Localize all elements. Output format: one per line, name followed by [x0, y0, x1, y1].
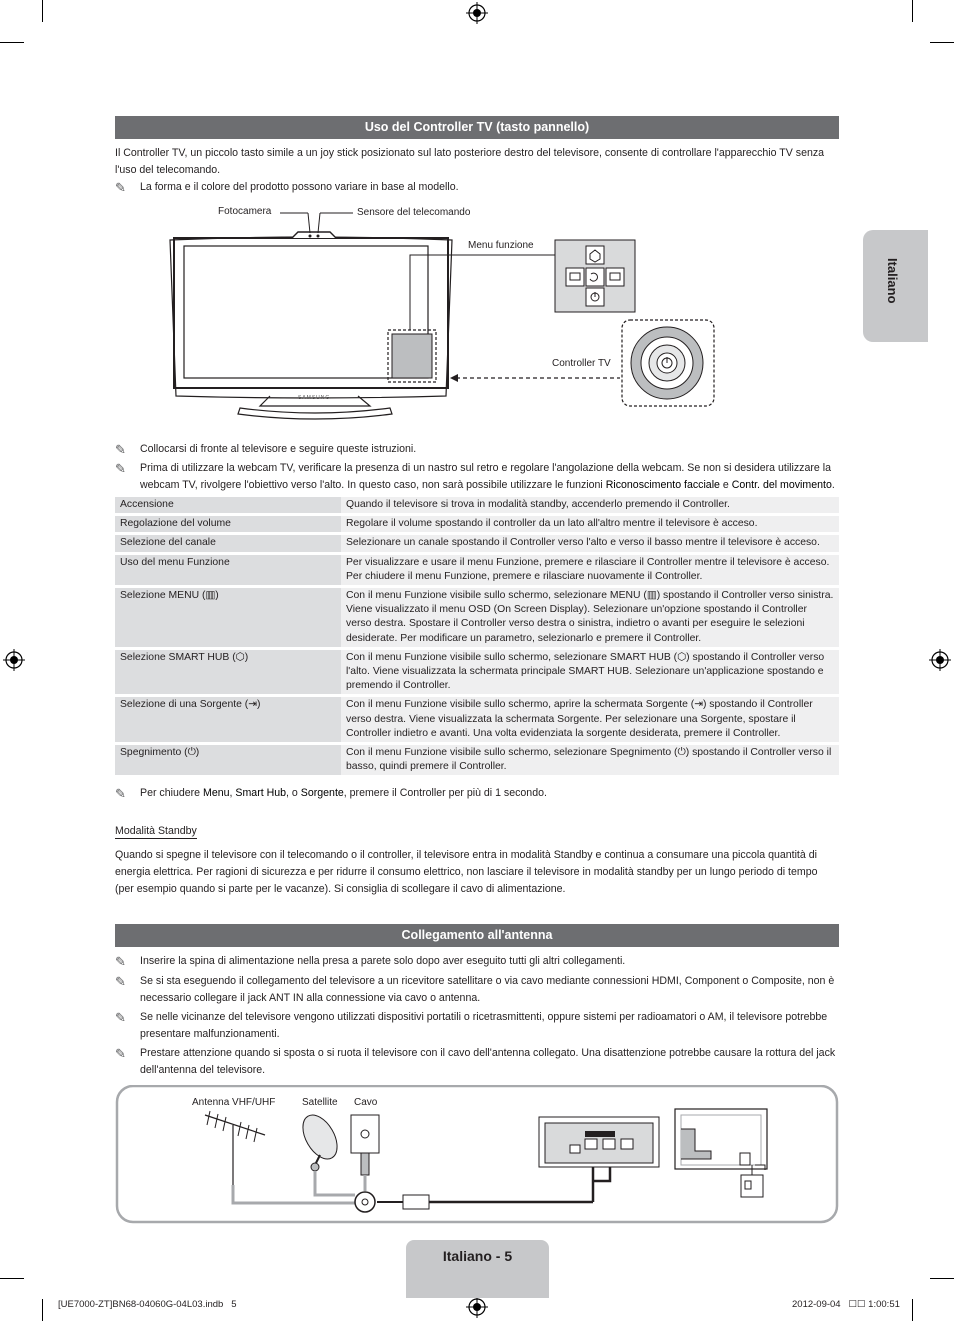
crop-mark [930, 1278, 954, 1279]
table-row [115, 535, 839, 551]
table-row [115, 497, 839, 513]
table-row [115, 555, 839, 585]
table-row [115, 516, 839, 532]
registration-mark-icon [3, 649, 25, 671]
note-bold-term: Riconoscimento facciale [605, 479, 720, 491]
note-text: , [229, 787, 236, 799]
note-bold-term: Sorgente [300, 787, 344, 799]
note-text: La forma e il colore del prodotto possono variare in base al modello. [140, 181, 459, 193]
crop-mark [0, 42, 24, 43]
table-cell-function: Uso del menu Funzione [115, 555, 341, 585]
note-pencil-icon: ✎ [115, 180, 126, 195]
note-antenna-3 [115, 1009, 839, 1043]
note-text: Prestare attenzione quando si sposta o si ruota il televisore con il cavo dell'antenna collegato. Una disattenzione potrebbe causare la rottura del jack dell'antenna del televisore. [140, 1047, 836, 1076]
table-cell-function: Accensione [115, 497, 341, 513]
label-satellite: Satellite [302, 1097, 338, 1108]
table-cell-description: Con il menu Funzione visibile sullo schermo, selezionare Spegnimento (⏻) spostando il Controller verso il basso, quindi premere il Controller. [341, 745, 839, 775]
controller-functions-table [115, 494, 839, 778]
note-bold-term: Contr. del movimento [731, 479, 832, 491]
note-pencil-icon: ✎ [115, 786, 126, 801]
table-cell-function: Selezione di una Sorgente (⇥) [115, 697, 341, 742]
note-text: Se nelle vicinanze del televisore vengono utilizzati dispositivi portatili o ricetrasmittenti, oppure sistemi per radioamatori o AM, il televisore potrebbe presentare malfunzionamenti. [140, 1011, 828, 1040]
note-pencil-icon: ✎ [115, 1046, 126, 1061]
table-cell-description: Regolare il volume spostando il controller da un lato all'altro mentre il televisore è acceso. [341, 516, 839, 532]
table-cell-description: Per visualizzare e usare il menu Funzione, premere e rilasciare il Controller mentre il televisore è acceso. Per chiudere il menu Funzione, premere e rilasciare nuovamente il Controller. [341, 555, 839, 585]
registration-mark-icon [466, 1296, 488, 1318]
table-row [115, 588, 839, 647]
note-pencil-icon: ✎ [115, 974, 126, 989]
standby-text: Quando si spegne il televisore con il telecomando o il controller, il televisore entra in modalità Standby e continua a consumare una piccola quantità di energia elettrica. Per ragioni di sicurezza e per ridurre il consumo elettrico, non lasciare il televisore in modalità standby per un lungo periodo di tempo (per esempio quando si parte per le vacanze). Si consiglia di scollegare il cavo di alimentazione. [115, 849, 818, 895]
note-pencil-icon: ✎ [115, 954, 126, 969]
note-bold-term: Menu [203, 787, 230, 799]
note-antenna-2 [115, 973, 839, 1007]
table-row [115, 650, 839, 695]
table-cell-function: Selezione SMART HUB (⬡) [115, 650, 341, 695]
crop-mark [42, 1299, 43, 1321]
table-row [115, 697, 839, 742]
crop-mark [0, 1278, 24, 1279]
table-cell-description: Con il menu Funzione visibile sullo schermo, aprire la schermata Sorgente (⇥) spostando il Controller verso destra. Viene visualizzata la schermata Sorgente. Per selezionare una Sorgente, spostare il Controller indietro e avanti. Una volta evidenziata la sorgente desiderata, premere il Controller. [341, 697, 839, 742]
note-pencil-icon: ✎ [115, 1010, 126, 1025]
note-antenna-1 [115, 953, 839, 970]
label-remote-sensor: Sensore del telecomando [357, 207, 471, 218]
label-antenna-vhf-uhf: Antenna VHF/UHF [192, 1097, 276, 1108]
table-row [115, 745, 839, 775]
label-camera: Fotocamera [218, 206, 272, 217]
label-function-menu: Menu funzione [468, 240, 534, 251]
note-pencil-icon: ✎ [115, 442, 126, 457]
note-text: Inserire la spina di alimentazione nella presa a parete solo dopo aver eseguito tutti gli altri collegamenti. [140, 955, 626, 967]
note-text: Per chiudere [140, 787, 204, 799]
language-side-tab [863, 230, 928, 342]
tv-controller-diagram [160, 200, 730, 440]
note-bold-term: Smart Hub [235, 787, 287, 799]
table-cell-function: Selezione MENU (▥) [115, 588, 341, 647]
note-text: Se si sta eseguendo il collegamento del televisore a un ricevitore satellitare o via cavo mediante connessioni HDMI, Component o Composite, non è necessario collegare il jack ANT IN alla connessione via cavo o antenna. [140, 975, 835, 1004]
note-product-variation [115, 179, 839, 196]
crop-mark [42, 0, 43, 22]
note-pencil-icon: ✎ [115, 461, 126, 476]
note-text: e [719, 479, 732, 491]
note-text: , o [286, 787, 301, 799]
note-text: Prima di utilizzare la webcam TV, verificare la presenza di un nastro sul retro e regolare l'angolazione della webcam. Se non si desidera utilizzare la webcam TV, rivolgere l'obiettivo verso l'alto. In questo caso, non sarà possibile utilizzare le funzioni [140, 462, 831, 491]
standby-heading [115, 823, 197, 840]
table-cell-description: Con il menu Funzione visibile sullo schermo, selezionare SMART HUB (⬡) spostando il Controller verso l'alto. Viene visualizzata la schermata principale SMART HUB. Selezionare un'applicazione spostando e premendo il Controller. [341, 650, 839, 695]
registration-mark-icon [466, 2, 488, 24]
table-cell-description: Quando il televisore si trova in modalità standby, accenderlo premendo il Controller. [341, 497, 839, 513]
section-title-controller: Uso del Controller TV (tasto pannello) [115, 116, 839, 139]
controller-intro: Il Controller TV, un piccolo tasto simile a un joy stick posizionato sul lato posteriore destro del televisore, consente di controllare l'apparecchio TV senza l'uso del telecomando. [115, 147, 825, 176]
note-antenna-4 [115, 1045, 839, 1079]
label-cable: Cavo [354, 1097, 378, 1108]
language-side-tab-label: Italiano [885, 258, 900, 304]
standby-heading-text: Modalità Standby [115, 825, 197, 837]
page-number-label: Italiano - 5 [442, 1248, 513, 1264]
registration-mark-icon [929, 649, 951, 671]
label-controller: Controller TV [552, 358, 611, 369]
page-number-tab [406, 1240, 549, 1298]
crop-mark [930, 42, 954, 43]
table-cell-description: Con il menu Funzione visibile sullo schermo, selezionare MENU (▥) spostando il Controller verso sinistra. Viene visualizzato il menu OSD (On Screen Display). Selezionare un'opzione spostando il Controller verso destra. Spostare il Controller verso destra o sinistra, indietro o avanti per eseguire le selezioni desiderate. Per modificare un parametro, selezionarlo e premere il Controller. [341, 588, 839, 647]
tv-brand-logo: SAMSUNG [298, 395, 331, 401]
note-close-menus [115, 785, 839, 802]
note-text: Collocarsi di fronte al televisore e seguire queste istruzioni. [140, 443, 417, 455]
table-cell-function: Selezione del canale [115, 535, 341, 551]
table-cell-function: Spegnimento (⏻) [115, 745, 341, 775]
table-cell-function: Regolazione del volume [115, 516, 341, 532]
note-webcam [115, 460, 839, 494]
crop-mark [912, 0, 913, 22]
table-cell-description: Selezionare un canale spostando il Controller verso l'alto e verso il basso mentre il televisore è acceso. [341, 535, 839, 551]
footer-file-info: [UE7000-ZT]BN68-04060G-04L03.indb 5 [58, 1299, 237, 1310]
crop-mark [912, 1299, 913, 1321]
footer-timestamp: 2012-09-04 ☐☐ 1:00:51 [792, 1299, 900, 1310]
note-text: . [831, 479, 835, 491]
note-stand-in-front [115, 441, 839, 458]
note-text: , premere il Controller per più di 1 secondo. [343, 787, 547, 799]
section-title-antenna: Collegamento all'antenna [115, 924, 839, 947]
